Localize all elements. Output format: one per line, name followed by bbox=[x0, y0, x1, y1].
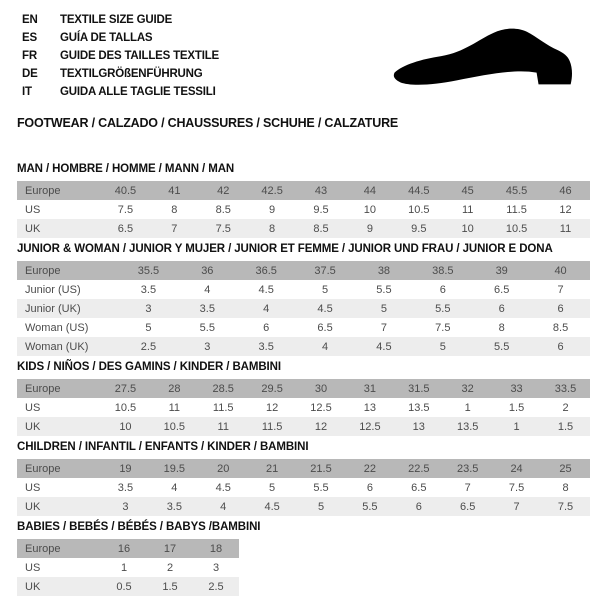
row-label: Woman (UK) bbox=[25, 340, 89, 353]
size-cell: 5.5 bbox=[313, 481, 329, 494]
size-cell: 4 bbox=[171, 481, 178, 494]
language-code: DE bbox=[22, 68, 38, 80]
size-cell: 19.5 bbox=[163, 462, 186, 475]
size-section-man bbox=[17, 163, 590, 238]
size-cell: 11 bbox=[217, 420, 229, 433]
size-cell: 33.5 bbox=[554, 382, 577, 395]
row-label: Europe bbox=[25, 542, 61, 555]
table-row-us bbox=[17, 478, 590, 497]
size-cell: 13 bbox=[412, 420, 425, 433]
size-cell: 44.5 bbox=[408, 184, 430, 197]
size-cell: 3.5 bbox=[166, 500, 182, 513]
size-cell: 22 bbox=[363, 462, 377, 475]
section-title-children: CHILDREN / INFANTIL / ENFANTS / KINDER / BAMBINI bbox=[17, 441, 309, 453]
size-cell: 36.5 bbox=[255, 264, 277, 277]
table-row-junior-us bbox=[17, 280, 590, 299]
size-cell: 32 bbox=[461, 382, 474, 395]
row-label: Europe bbox=[25, 462, 61, 475]
size-cell: 10.5 bbox=[163, 420, 186, 433]
size-cell: 10.5 bbox=[505, 222, 528, 235]
row-label: Europe bbox=[25, 184, 61, 197]
size-cell: 7 bbox=[171, 222, 178, 235]
size-cell: 7 bbox=[464, 481, 471, 494]
row-label: Europe bbox=[25, 264, 61, 277]
size-cell: 11.5 bbox=[506, 203, 527, 216]
size-cell: 6 bbox=[263, 321, 270, 334]
size-table-man bbox=[17, 181, 590, 238]
section-title-junior_woman: JUNIOR & WOMAN / JUNIOR Y MUJER / JUNIOR ET FEMME / JUNIOR UND FRAU / JUNIOR E DONA bbox=[17, 243, 553, 255]
size-cell: 8.5 bbox=[215, 203, 231, 216]
size-cell: 2.5 bbox=[208, 580, 224, 593]
table-row-uk bbox=[17, 219, 590, 238]
size-cell: 37.5 bbox=[314, 264, 336, 277]
size-cell: 3.5 bbox=[117, 481, 134, 494]
size-cell: 6 bbox=[366, 481, 373, 494]
size-cell: 4 bbox=[263, 302, 270, 315]
size-cell: 6 bbox=[415, 500, 422, 513]
size-cell: 24 bbox=[510, 462, 523, 475]
size-cell: 22.5 bbox=[408, 462, 430, 475]
size-cell: 8 bbox=[269, 222, 276, 235]
table-row-us bbox=[17, 398, 590, 417]
language-code: FR bbox=[22, 50, 37, 62]
size-cell: 7.5 bbox=[508, 481, 525, 494]
size-cell: 25 bbox=[559, 462, 572, 475]
size-cell: 3 bbox=[204, 340, 211, 353]
size-cell: 42 bbox=[217, 184, 230, 197]
size-cell: 11.5 bbox=[261, 420, 283, 433]
size-cell: 5 bbox=[380, 302, 387, 315]
size-cell: 10.5 bbox=[114, 401, 137, 414]
size-cell: 12.5 bbox=[310, 401, 332, 414]
size-cell: 9 bbox=[366, 222, 373, 235]
size-cell: 3.5 bbox=[258, 340, 274, 353]
table-row-uk bbox=[17, 497, 590, 516]
size-cell: 11 bbox=[461, 203, 474, 216]
size-section-kids bbox=[17, 361, 590, 436]
section-title-man: MAN / HOMBRE / HOMME / MANN / MAN bbox=[17, 163, 235, 175]
size-cell: 11.5 bbox=[212, 401, 234, 414]
size-cell: 29.5 bbox=[261, 382, 283, 395]
size-cell: 12 bbox=[265, 401, 279, 414]
language-code: ES bbox=[22, 32, 37, 44]
size-table-babies bbox=[17, 539, 239, 596]
size-cell: 8.5 bbox=[313, 222, 329, 235]
size-cell: 33 bbox=[510, 382, 523, 395]
tables-container bbox=[17, 163, 590, 596]
table-row-europe bbox=[17, 459, 590, 478]
size-cell: 3.5 bbox=[140, 283, 157, 296]
size-cell: 11 bbox=[559, 222, 572, 235]
size-cell: 21 bbox=[265, 462, 279, 475]
language-code: IT bbox=[22, 86, 32, 98]
row-label: UK bbox=[25, 222, 41, 235]
table-row-woman-uk bbox=[17, 337, 590, 356]
size-cell: 3 bbox=[145, 302, 152, 315]
size-cell: 4.5 bbox=[376, 340, 392, 353]
row-label: UK bbox=[25, 500, 41, 513]
dress-shoe-icon bbox=[388, 24, 584, 96]
size-cell: 38 bbox=[377, 264, 391, 277]
size-cell: 6 bbox=[498, 302, 505, 315]
size-cell: 1 bbox=[464, 401, 471, 414]
size-cell: 43 bbox=[314, 184, 328, 197]
size-cell: 4 bbox=[322, 340, 329, 353]
size-cell: 11 bbox=[168, 401, 181, 414]
row-label: UK bbox=[25, 420, 41, 433]
size-cell: 7.5 bbox=[215, 222, 231, 235]
size-cell: 10 bbox=[363, 203, 377, 216]
size-cell: 3 bbox=[122, 500, 129, 513]
size-cell: 12 bbox=[559, 203, 572, 216]
size-cell: 6.5 bbox=[317, 321, 333, 334]
table-row-europe bbox=[17, 181, 590, 200]
size-cell: 5 bbox=[317, 500, 325, 513]
size-cell: 7.5 bbox=[117, 203, 134, 216]
size-cell: 6 bbox=[557, 302, 564, 315]
size-cell: 42.5 bbox=[261, 184, 283, 197]
row-label: Junior (US) bbox=[25, 283, 81, 296]
size-cell: 5.5 bbox=[362, 500, 378, 513]
size-cell: 6 bbox=[557, 340, 564, 353]
size-cell: 27.5 bbox=[114, 382, 137, 395]
category-line: FOOTWEAR / CALZADO / CHAUSSURES / SCHUHE / CALZATURE bbox=[17, 116, 399, 130]
table-row-europe bbox=[17, 539, 239, 558]
size-table-kids bbox=[17, 379, 590, 436]
table-row-europe bbox=[17, 261, 590, 280]
size-cell: 7.5 bbox=[557, 500, 574, 513]
table-row-uk bbox=[17, 417, 590, 436]
language-code: EN bbox=[22, 14, 38, 26]
row-label: Woman (US) bbox=[25, 321, 89, 334]
size-cell: 40.5 bbox=[114, 184, 137, 197]
size-table-junior_woman bbox=[17, 261, 590, 356]
size-cell: 1 bbox=[513, 420, 520, 433]
size-cell: 30 bbox=[314, 382, 328, 395]
size-cell: 38.5 bbox=[432, 264, 454, 277]
size-cell: 1.5 bbox=[557, 420, 574, 433]
size-cell: 28 bbox=[168, 382, 181, 395]
language-title: GUÍA DE TALLAS bbox=[60, 32, 153, 44]
size-cell: 6.5 bbox=[117, 222, 134, 235]
size-cell: 6.5 bbox=[411, 481, 427, 494]
size-cell: 10.5 bbox=[408, 203, 430, 216]
size-cell: 3.5 bbox=[199, 302, 215, 315]
size-cell: 1.5 bbox=[162, 580, 178, 593]
size-cell: 9 bbox=[269, 203, 276, 216]
size-cell: 23.5 bbox=[456, 462, 479, 475]
row-label: US bbox=[25, 561, 41, 574]
size-section-children bbox=[17, 441, 590, 516]
size-cell: 4 bbox=[204, 283, 211, 296]
table-row-uk bbox=[17, 577, 239, 596]
size-cell: 6 bbox=[439, 283, 446, 296]
row-label: Junior (UK) bbox=[25, 302, 81, 315]
table-row-europe bbox=[17, 379, 590, 398]
size-cell: 19 bbox=[119, 462, 132, 475]
size-cell: 5.5 bbox=[376, 283, 392, 296]
size-cell: 9.5 bbox=[411, 222, 427, 235]
size-cell: 13.5 bbox=[408, 401, 430, 414]
size-cell: 21.5 bbox=[310, 462, 332, 475]
size-cell: 10 bbox=[119, 420, 132, 433]
size-cell: 41 bbox=[168, 184, 181, 197]
size-cell: 8 bbox=[498, 321, 505, 334]
size-cell: 1 bbox=[120, 561, 128, 574]
row-label: Europe bbox=[25, 382, 61, 395]
size-cell: 5 bbox=[439, 340, 446, 353]
row-label: UK bbox=[25, 580, 41, 593]
size-cell: 8.5 bbox=[552, 321, 569, 334]
row-label: US bbox=[25, 401, 41, 414]
table-row-woman-us bbox=[17, 318, 590, 337]
size-cell: 4 bbox=[220, 500, 227, 513]
section-title-kids: KIDS / NIÑOS / DES GAMINS / KINDER / BAMBINI bbox=[17, 361, 281, 373]
size-cell: 5.5 bbox=[435, 302, 451, 315]
size-cell: 31.5 bbox=[408, 382, 430, 395]
table-row-us bbox=[17, 558, 239, 577]
size-cell: 8 bbox=[171, 203, 178, 216]
size-cell: 7 bbox=[557, 283, 564, 296]
language-title: GUIDA ALLE TAGLIE TESSILI bbox=[60, 86, 216, 98]
size-cell: 5 bbox=[269, 481, 276, 494]
table-row-junior-uk bbox=[17, 299, 590, 318]
size-cell: 31 bbox=[363, 382, 377, 395]
size-cell: 3 bbox=[212, 561, 220, 574]
size-cell: 20 bbox=[217, 462, 230, 475]
size-cell: 5 bbox=[322, 283, 329, 296]
size-cell: 4.5 bbox=[317, 302, 333, 315]
size-cell: 5.5 bbox=[494, 340, 510, 353]
size-cell: 5 bbox=[145, 321, 152, 334]
size-cell: 12.5 bbox=[359, 420, 381, 433]
size-cell: 17 bbox=[163, 542, 177, 555]
size-cell: 40 bbox=[554, 264, 567, 277]
size-cell: 5.5 bbox=[199, 321, 215, 334]
size-cell: 7 bbox=[513, 500, 520, 513]
language-title: GUIDE DES TAILLES TEXTILE bbox=[60, 50, 219, 62]
size-cell: 18 bbox=[209, 542, 223, 555]
size-cell: 45 bbox=[461, 184, 474, 197]
size-cell: 39 bbox=[495, 264, 508, 277]
size-cell: 7 bbox=[380, 321, 387, 334]
size-cell: 8 bbox=[562, 481, 569, 494]
table-row-us bbox=[17, 200, 590, 219]
language-title: TEXTILGRÖßENFÜHRUNG bbox=[60, 68, 203, 80]
row-label: US bbox=[25, 481, 41, 494]
size-cell: 35.5 bbox=[137, 264, 160, 277]
size-cell: 0.5 bbox=[116, 580, 132, 593]
size-cell: 16 bbox=[117, 542, 131, 555]
size-cell: 6.5 bbox=[460, 500, 476, 513]
size-cell: 2.5 bbox=[140, 340, 157, 353]
size-cell: 6.5 bbox=[494, 283, 510, 296]
size-cell: 13.5 bbox=[456, 420, 479, 433]
size-cell: 9.5 bbox=[313, 203, 329, 216]
section-title-babies: BABIES / BEBÉS / BÉBÉS / BABYS /BAMBINI bbox=[17, 521, 261, 533]
size-cell: 1.5 bbox=[508, 401, 525, 414]
language-title: TEXTILE SIZE GUIDE bbox=[60, 14, 173, 26]
size-cell: 12 bbox=[314, 420, 328, 433]
size-cell: 4.5 bbox=[258, 283, 274, 296]
size-cell: 46 bbox=[559, 184, 572, 197]
size-cell: 7.5 bbox=[435, 321, 451, 334]
size-section-junior_woman bbox=[17, 243, 590, 356]
size-section-babies bbox=[17, 521, 590, 596]
size-cell: 4.5 bbox=[215, 481, 231, 494]
size-cell: 2 bbox=[562, 401, 569, 414]
row-label: US bbox=[25, 203, 41, 216]
size-cell: 28.5 bbox=[212, 382, 234, 395]
size-cell: 44 bbox=[363, 184, 377, 197]
size-cell: 36 bbox=[201, 264, 214, 277]
size-table-children bbox=[17, 459, 590, 516]
size-cell: 10 bbox=[461, 222, 474, 235]
size-cell: 4.5 bbox=[264, 500, 280, 513]
size-cell: 45.5 bbox=[505, 184, 528, 197]
size-cell: 2 bbox=[166, 561, 174, 574]
size-cell: 13 bbox=[363, 401, 377, 414]
